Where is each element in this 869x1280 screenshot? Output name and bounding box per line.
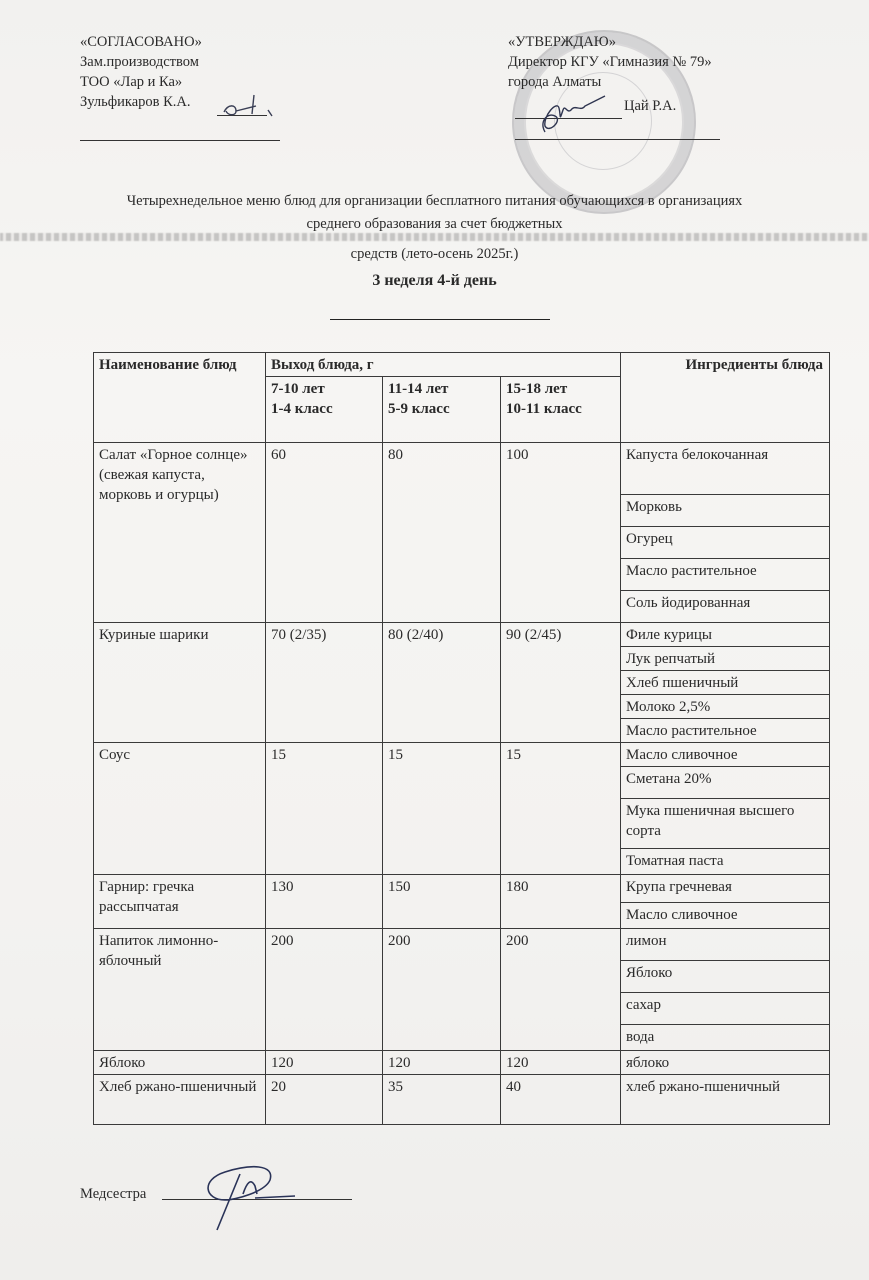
heading-underline (330, 319, 550, 320)
table-row (94, 875, 830, 903)
ingredient: Томатная паста (621, 849, 830, 875)
yield-11-14: 80 (2/40) (383, 623, 501, 743)
ingredient: Соль йодированная (621, 591, 830, 623)
header-dish-name: Наименование блюд (94, 353, 266, 443)
table-row (94, 1051, 830, 1075)
approval-right-name: Цай Р.А. (624, 98, 677, 114)
dish-name: Соус (94, 743, 266, 875)
document-title-line1: Четырехнедельное меню блюд для организации бесплатного питания обучающихся в организациях (126, 193, 743, 209)
yield-7-10: 20 (266, 1075, 383, 1125)
ingredient: Хлеб пшеничный (621, 671, 830, 695)
yield-15-18: 15 (501, 743, 621, 875)
ingredient: Лук репчатый (621, 647, 830, 671)
ingredient: Крупа гречневая (621, 875, 830, 903)
ingredient: Сметана 20% (621, 767, 830, 799)
nurse-label: Медсестра (80, 1186, 147, 1202)
yield-7-10: 130 (266, 875, 383, 929)
yield-7-10: 70 (2/35) (266, 623, 383, 743)
header-age-11-14-grade: 5-9 класс (388, 401, 450, 417)
table-row (94, 929, 830, 961)
header-age-15-18 (501, 377, 621, 443)
yield-7-10: 60 (266, 443, 383, 623)
ingredient: вода (621, 1025, 830, 1051)
yield-15-18: 90 (2/45) (501, 623, 621, 743)
signature-right-icon (535, 92, 615, 142)
approval-right-title: «УТВЕРЖДАЮ» (508, 34, 616, 50)
ingredient: Молоко 2,5% (621, 695, 830, 719)
dish-name: Яблоко (94, 1051, 266, 1075)
yield-7-10: 120 (266, 1051, 383, 1075)
header-ingredients: Ингредиенты блюда (621, 353, 830, 443)
signature-left-icon (220, 92, 290, 122)
yield-11-14: 150 (383, 875, 501, 929)
approval-left-title: «СОГЛАСОВАНО» (80, 34, 202, 50)
yield-11-14: 35 (383, 1075, 501, 1125)
ingredient: Масло растительное (621, 719, 830, 743)
yield-11-14: 15 (383, 743, 501, 875)
ingredient: лимон (621, 929, 830, 961)
document-title-line3: средств (лето-осень 2025г.) (350, 246, 519, 262)
yield-15-18: 180 (501, 875, 621, 929)
ingredient: Огурец (621, 527, 830, 559)
ingredient: Масло растительное (621, 559, 830, 591)
approval-left-company: ТОО «Лар и Ка» (80, 74, 183, 90)
approval-right-organization: города Алматы (508, 74, 602, 90)
dish-name: Гарнир: гречка рассыпчатая (94, 875, 266, 929)
menu-table (93, 352, 830, 1125)
ingredient: Капуста белокочанная (621, 443, 830, 495)
dish-name: Хлеб ржано-пшеничный (94, 1075, 266, 1125)
document-title-line2: среднего образования за счет бюджетных (306, 216, 563, 232)
table-row (94, 1075, 830, 1125)
yield-11-14: 200 (383, 929, 501, 1051)
header-age-11-14 (383, 377, 501, 443)
header-age-7-10-grade: 1-4 класс (271, 401, 333, 417)
ingredient: хлеб ржано-пшеничный (621, 1075, 830, 1125)
header-age-11-14-years: 11-14 лет (388, 381, 449, 397)
yield-11-14: 80 (383, 443, 501, 623)
menu-day-heading: 3 неделя 4-й день (372, 272, 497, 289)
ingredient: Масло сливочное (621, 743, 830, 767)
yield-15-18: 40 (501, 1075, 621, 1125)
approval-left-block (80, 32, 202, 112)
yield-15-18: 100 (501, 443, 621, 623)
yield-7-10: 200 (266, 929, 383, 1051)
table-row (94, 743, 830, 767)
approval-left-position: Зам.производством (80, 54, 199, 70)
ingredient: сахар (621, 993, 830, 1025)
header-yield: Выход блюда, г (266, 353, 621, 377)
yield-15-18: 200 (501, 929, 621, 1051)
ingredient: яблоко (621, 1051, 830, 1075)
header-age-15-18-grade: 10-11 класс (506, 401, 582, 417)
approval-right-position: Директор КГУ «Гимназия № 79» (508, 54, 712, 70)
dish-name: Салат «Горное солнце» (свежая капуста, морковь и огурцы) (94, 443, 266, 623)
scan-artifact (0, 233, 869, 241)
table-row (94, 443, 830, 495)
approval-right-block (508, 32, 712, 92)
ingredient: Филе курицы (621, 623, 830, 647)
dish-name: Напиток лимонно-яблочный (94, 929, 266, 1051)
header-age-7-10-years: 7-10 лет (271, 381, 325, 397)
header-age-7-10 (266, 377, 383, 443)
signature-nurse-icon (195, 1160, 305, 1235)
ingredient: Мука пшеничная высшего сорта (621, 799, 830, 849)
dish-name: Куриные шарики (94, 623, 266, 743)
yield-7-10: 15 (266, 743, 383, 875)
yield-15-18: 120 (501, 1051, 621, 1075)
table-row (94, 623, 830, 647)
yield-11-14: 120 (383, 1051, 501, 1075)
approval-left-blank-line (80, 140, 280, 141)
ingredient: Яблоко (621, 961, 830, 993)
ingredient: Морковь (621, 495, 830, 527)
header-age-15-18-years: 15-18 лет (506, 381, 568, 397)
ingredient: Масло сливочное (621, 903, 830, 929)
approval-left-name: Зульфикаров К.А. (80, 94, 191, 110)
